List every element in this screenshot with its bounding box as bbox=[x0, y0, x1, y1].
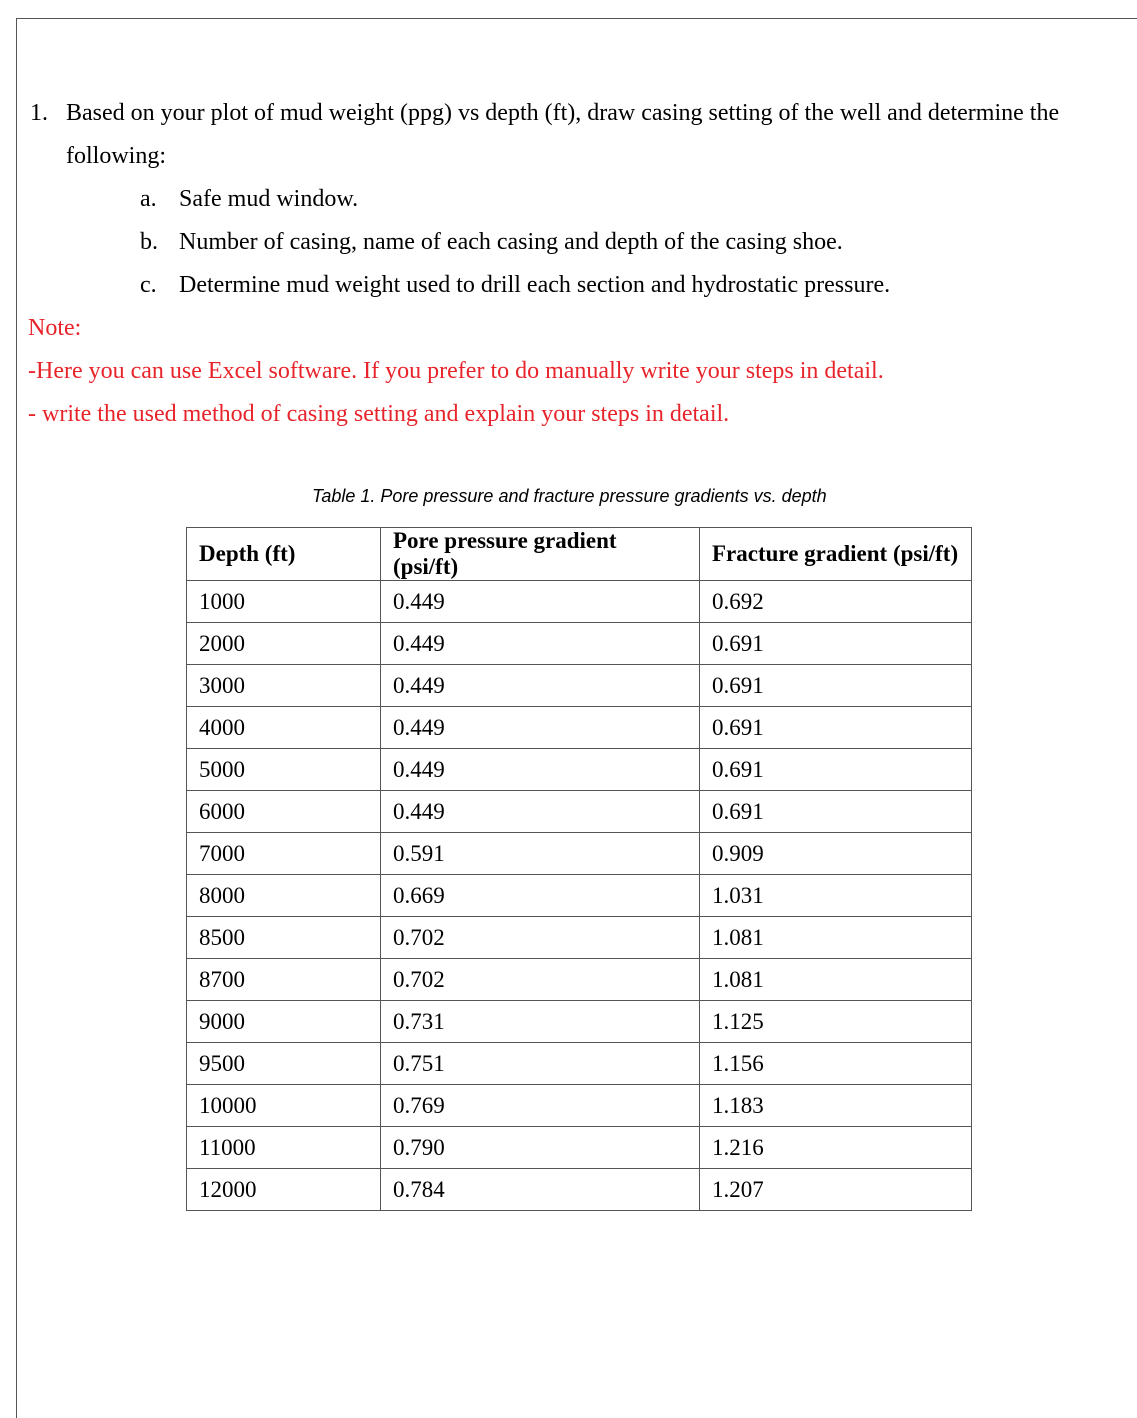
cell-pore: 0.790 bbox=[381, 1127, 700, 1169]
cell-pore: 0.702 bbox=[381, 959, 700, 1001]
cell-fracture: 1.207 bbox=[700, 1169, 972, 1211]
table-row bbox=[187, 665, 972, 707]
cell-pore: 0.731 bbox=[381, 1001, 700, 1043]
cell-fracture: 1.216 bbox=[700, 1127, 972, 1169]
cell-depth: 11000 bbox=[187, 1127, 381, 1169]
cell-depth: 2000 bbox=[187, 623, 381, 665]
sub-item-a-letter: a. bbox=[140, 186, 157, 212]
question-text-line1: Based on your plot of mud weight (ppg) vs depth (ft), draw casing setting of the well and determine the bbox=[66, 100, 1060, 126]
table-row bbox=[187, 791, 972, 833]
cell-pore: 0.702 bbox=[381, 917, 700, 959]
cell-depth: 10000 bbox=[187, 1085, 381, 1127]
cell-fracture: 1.081 bbox=[700, 917, 972, 959]
cell-depth: 9500 bbox=[187, 1043, 381, 1085]
cell-fracture: 0.691 bbox=[700, 623, 972, 665]
cell-pore: 0.449 bbox=[381, 665, 700, 707]
question-text-line2: following: bbox=[66, 143, 166, 169]
table-row bbox=[187, 749, 972, 791]
table-row bbox=[187, 623, 972, 665]
table-caption: Table 1. Pore pressure and fracture pressure gradients vs. depth bbox=[312, 486, 827, 506]
sub-item-b-letter: b. bbox=[140, 229, 158, 255]
table-row bbox=[187, 959, 972, 1001]
cell-pore: 0.769 bbox=[381, 1085, 700, 1127]
sub-item-c-text: Determine mud weight used to drill each section and hydrostatic pressure. bbox=[179, 272, 891, 298]
table-row bbox=[187, 1001, 972, 1043]
cell-fracture: 0.909 bbox=[700, 833, 972, 875]
sub-item-b-text: Number of casing, name of each casing and depth of the casing shoe. bbox=[179, 229, 843, 255]
header-pore-pressure: Pore pressure gradient (psi/ft) bbox=[381, 528, 700, 581]
cell-depth: 1000 bbox=[187, 581, 381, 623]
cell-fracture: 1.183 bbox=[700, 1085, 972, 1127]
table-row bbox=[187, 1043, 972, 1085]
cell-depth: 8000 bbox=[187, 875, 381, 917]
cell-fracture: 0.691 bbox=[700, 749, 972, 791]
table-row bbox=[187, 1169, 972, 1211]
table-row bbox=[187, 707, 972, 749]
cell-fracture: 0.691 bbox=[700, 707, 972, 749]
cell-fracture: 0.691 bbox=[700, 791, 972, 833]
cell-depth: 5000 bbox=[187, 749, 381, 791]
question-number: 1. bbox=[30, 100, 48, 126]
cell-depth: 3000 bbox=[187, 665, 381, 707]
cell-fracture: 1.031 bbox=[700, 875, 972, 917]
cell-depth: 4000 bbox=[187, 707, 381, 749]
cell-pore: 0.591 bbox=[381, 833, 700, 875]
cell-pore: 0.449 bbox=[381, 623, 700, 665]
cell-fracture: 0.691 bbox=[700, 665, 972, 707]
cell-depth: 9000 bbox=[187, 1001, 381, 1043]
cell-fracture: 1.125 bbox=[700, 1001, 972, 1043]
table-row bbox=[187, 1085, 972, 1127]
header-fracture-gradient: Fracture gradient (psi/ft) bbox=[700, 528, 972, 581]
table-body bbox=[187, 581, 972, 1211]
cell-pore: 0.449 bbox=[381, 707, 700, 749]
cell-pore: 0.669 bbox=[381, 875, 700, 917]
table-header-row bbox=[187, 528, 972, 581]
note-title: Note: bbox=[28, 315, 82, 341]
table-row bbox=[187, 917, 972, 959]
table-row bbox=[187, 833, 972, 875]
cell-pore: 0.751 bbox=[381, 1043, 700, 1085]
cell-pore: 0.449 bbox=[381, 791, 700, 833]
cell-fracture: 1.081 bbox=[700, 959, 972, 1001]
table-row bbox=[187, 1127, 972, 1169]
sub-item-a-text: Safe mud window. bbox=[179, 186, 359, 212]
cell-depth: 8700 bbox=[187, 959, 381, 1001]
note-line2: - write the used method of casing setting and explain your steps in detail. bbox=[28, 401, 730, 427]
cell-fracture: 0.692 bbox=[700, 581, 972, 623]
pressure-gradient-table bbox=[186, 527, 972, 1211]
cell-pore: 0.449 bbox=[381, 749, 700, 791]
cell-fracture: 1.156 bbox=[700, 1043, 972, 1085]
note-line1: -Here you can use Excel software. If you prefer to do manually write your steps in detail. bbox=[28, 358, 884, 384]
sub-item-c-letter: c. bbox=[140, 272, 157, 298]
cell-depth: 7000 bbox=[187, 833, 381, 875]
cell-pore: 0.449 bbox=[381, 581, 700, 623]
cell-depth: 8500 bbox=[187, 917, 381, 959]
cell-depth: 12000 bbox=[187, 1169, 381, 1211]
table-row bbox=[187, 875, 972, 917]
cell-pore: 0.784 bbox=[381, 1169, 700, 1211]
header-depth: Depth (ft) bbox=[187, 528, 381, 581]
cell-depth: 6000 bbox=[187, 791, 381, 833]
table-row bbox=[187, 581, 972, 623]
